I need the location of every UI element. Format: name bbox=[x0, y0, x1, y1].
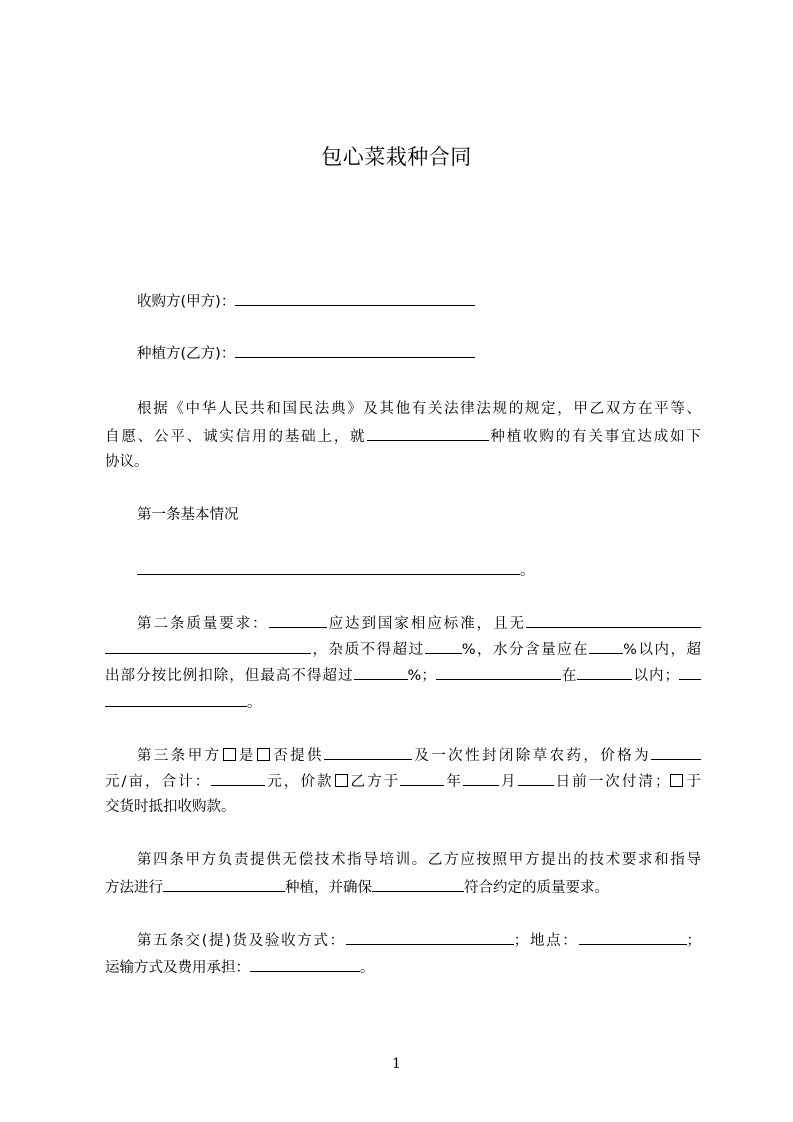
preamble-text-a: 自愿、公平、诚实信用的基础上，就 bbox=[105, 429, 367, 445]
article-3-text-f: 元，价款 bbox=[265, 774, 334, 790]
page-number: 1 bbox=[392, 1056, 401, 1072]
article-3-text-k: 于 bbox=[684, 774, 702, 790]
article-2-text-d: %，水分含量应在 bbox=[461, 642, 590, 658]
article-2-text-b: 应达到国家相应标准，且无 bbox=[326, 616, 527, 632]
grower-blank[interactable] bbox=[235, 343, 475, 358]
other-item-blank[interactable] bbox=[436, 665, 561, 680]
article-3-line-2 bbox=[105, 771, 701, 792]
article-2-text-j: 。 bbox=[247, 695, 262, 711]
month-blank[interactable] bbox=[463, 771, 499, 786]
checkbox-deduct[interactable] bbox=[670, 774, 683, 787]
price-blank[interactable] bbox=[651, 745, 701, 760]
article-2-line-2 bbox=[105, 639, 701, 660]
article-2-text-a: 第二条质量要求： bbox=[137, 616, 269, 632]
article-3-text-g: 乙方于 bbox=[348, 774, 401, 790]
moisture-blank[interactable] bbox=[589, 639, 623, 654]
article-3-text-e: 元/亩，合计： bbox=[105, 774, 212, 790]
article-2-line-4 bbox=[105, 692, 701, 713]
article-5-text-d: 运输方式及费用承担： bbox=[105, 960, 250, 976]
buyer-label: 收购方(甲方)： bbox=[137, 294, 236, 310]
preamble-line-2 bbox=[105, 426, 701, 447]
article-1-end: 。 bbox=[520, 563, 535, 579]
article-2-text-c: ，杂质不得超过 bbox=[311, 642, 425, 658]
planting-crop-blank[interactable] bbox=[163, 877, 285, 892]
article-5-text-c: ； bbox=[686, 933, 701, 949]
checkbox-provide-no[interactable] bbox=[257, 748, 270, 761]
article-3-line-1 bbox=[137, 745, 701, 766]
article-1-line bbox=[137, 560, 701, 581]
article-4-text-b: 种植，并确保 bbox=[285, 880, 372, 896]
day-blank[interactable] bbox=[518, 771, 554, 786]
extra-blank-1[interactable] bbox=[679, 665, 701, 680]
article-1-heading: 第一条基本情况 bbox=[137, 507, 239, 523]
other-limit-blank[interactable] bbox=[577, 665, 632, 680]
article-4-line-1: 第四条甲方负责提供无偿技术指导培训。乙方应按照甲方提出的技术要求和指导 bbox=[137, 852, 701, 868]
article-2-line-1 bbox=[137, 613, 701, 634]
preamble-line-1: 根据《中华人民共和国民法典》及其他有关法律法规的规定，甲乙双方在平等、 bbox=[137, 401, 701, 417]
checkbox-provide-yes[interactable] bbox=[223, 748, 236, 761]
article-3-text-j: 日前一次付清； bbox=[553, 774, 670, 790]
article-5-line-2 bbox=[105, 957, 701, 978]
article-2-text-f: 出部分按比例扣除，但最高不得超过 bbox=[105, 668, 354, 684]
article-5-line-1 bbox=[137, 930, 701, 951]
article-3-line-3: 交货时抵扣收购款。 bbox=[105, 799, 236, 815]
crop-blank[interactable] bbox=[367, 426, 489, 441]
preamble-line-3: 协议。 bbox=[105, 454, 149, 470]
max-deduction-blank[interactable] bbox=[354, 665, 408, 680]
total-blank[interactable] bbox=[211, 771, 265, 786]
article-3-text-b: 是 bbox=[236, 748, 256, 764]
grower-line bbox=[137, 343, 701, 364]
article-5-text-a: 第五条交(提)货及验收方式： bbox=[137, 933, 346, 949]
article-5-text-b: ；地点： bbox=[513, 933, 579, 949]
checkbox-pay-before[interactable] bbox=[335, 774, 348, 787]
article-3-text-h: 年 bbox=[444, 774, 463, 790]
defect-blank-1[interactable] bbox=[526, 613, 701, 628]
article-3-text-a: 第三条甲方 bbox=[137, 748, 222, 764]
article-4-text-a: 方法进行 bbox=[105, 880, 163, 896]
article-2-text-i: 以内； bbox=[632, 668, 680, 684]
year-blank[interactable] bbox=[400, 771, 444, 786]
basic-info-blank[interactable] bbox=[137, 560, 520, 575]
article-3-text-i: 月 bbox=[498, 774, 518, 790]
page-title: 包心菜栽种合同 bbox=[321, 145, 472, 169]
impurity-blank[interactable] bbox=[425, 639, 462, 654]
article-2-text-g: %； bbox=[407, 668, 436, 684]
article-5-text-e: 。 bbox=[360, 960, 375, 976]
delivery-method-blank[interactable] bbox=[346, 930, 514, 945]
grower-label: 种植方(乙方)： bbox=[137, 346, 236, 362]
article-4-text-c: 符合约定的质量要求。 bbox=[464, 880, 609, 896]
article-2-line-3 bbox=[105, 665, 701, 686]
buyer-line bbox=[137, 291, 701, 312]
article-4-line-2 bbox=[105, 877, 701, 898]
article-2-text-h: 在 bbox=[560, 668, 578, 684]
transport-blank[interactable] bbox=[250, 957, 360, 972]
article-3-text-c: 否提供 bbox=[270, 748, 324, 764]
article-3-text-d: 及一次性封闭除草农药，价格为 bbox=[411, 748, 652, 764]
variety-blank[interactable] bbox=[269, 613, 327, 628]
location-blank[interactable] bbox=[579, 930, 687, 945]
extra-blank-2[interactable] bbox=[105, 692, 247, 707]
article-2-text-e: %以内，超 bbox=[623, 642, 702, 658]
product-blank[interactable] bbox=[372, 877, 464, 892]
seed-blank[interactable] bbox=[324, 745, 412, 760]
defect-blank-2[interactable] bbox=[105, 639, 311, 654]
preamble-text-b: 种植收购的有关事宜达成如下 bbox=[488, 429, 701, 445]
buyer-blank[interactable] bbox=[235, 291, 475, 306]
